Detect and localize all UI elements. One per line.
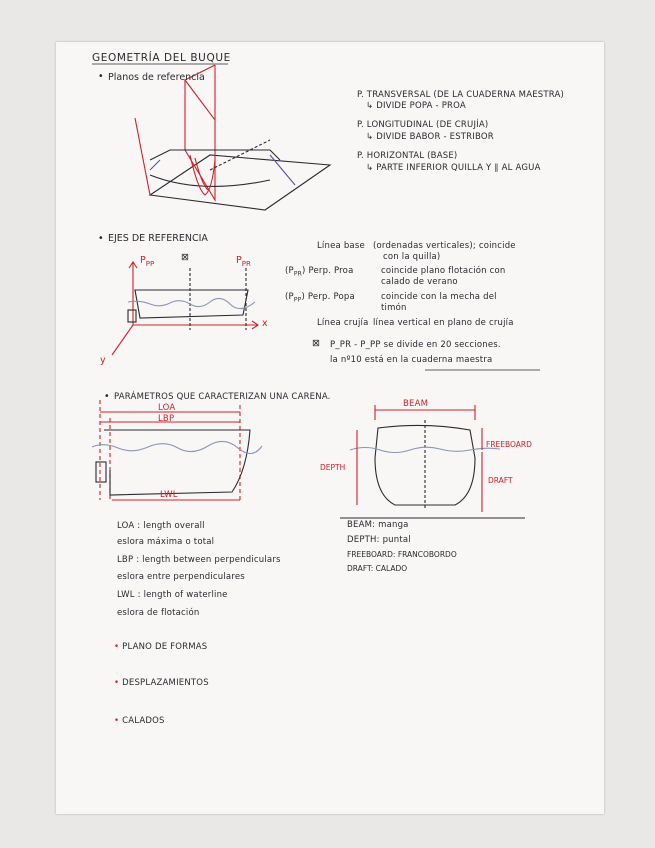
axis-def-desc: línea vertical en plano de crujía <box>373 318 514 328</box>
label-depth: DEPTH <box>320 463 346 472</box>
axis-def-desc: coincide con la mecha del <box>381 292 497 302</box>
section-bullet: • <box>98 71 104 82</box>
def-lbp-es: eslora entre perpendiculares <box>117 572 245 582</box>
note-line-1: P_PR - P_PP se divide en 20 secciones. <box>330 340 501 350</box>
section-planos-label: Planos de referencia <box>108 72 205 83</box>
def-freeboard: FREEBOARD: FRANCOBORDO <box>347 550 457 559</box>
def-beam: BEAM: manga <box>347 520 409 530</box>
label-beam: BEAM <box>403 399 429 409</box>
axis-def-desc: con la quilla) <box>383 252 441 262</box>
axis-def-term: $(P_{PP})$ Perp. Popa <box>285 292 355 304</box>
plane-horizontal-desc: ↳ PARTE INFERIOR QUILLA Y ∥ AL AGUA <box>366 163 541 173</box>
axis-def-desc: (ordenadas verticales); coincide <box>373 241 516 251</box>
note-line-2: la nº10 está en la cuaderna maestra <box>330 355 493 365</box>
profile-diagram <box>92 400 262 500</box>
axis-def-desc: timón <box>381 303 407 313</box>
reference-planes-diagram <box>135 65 330 210</box>
note-icon: ⊠ <box>312 338 320 349</box>
def-loa-es: eslora máxima o total <box>117 537 215 547</box>
section-desplazamientos: • DESPLAZAMIENTOS <box>114 678 209 688</box>
axis-def-desc: calado de verano <box>381 277 458 287</box>
plane-longitudinal: P. LONGITUDINAL (DE CRUJÍA) <box>357 120 489 130</box>
def-lwl: LWL : length of waterline <box>117 590 228 600</box>
plane-transversal-desc: ↳ DIVIDE POPA - PROA <box>366 101 466 111</box>
plane-horizontal: P. HORIZONTAL (BASE) <box>357 151 458 161</box>
axis-label-y: y <box>100 355 106 366</box>
axis-label-x: x <box>262 318 268 329</box>
section-calados: • CALADOS <box>114 716 165 726</box>
label-freeboard: FREEBOARD <box>486 440 532 449</box>
axis-def-term: $(P_{PR})$ Perp. Proa <box>285 266 354 278</box>
label-lwl: LWL <box>160 490 178 500</box>
plane-transversal: P. TRANSVERSAL (DE LA CUADERNA MAESTRA) <box>357 90 565 100</box>
axis-label-ppr: $P_{PR}$ <box>236 255 251 268</box>
label-loa: LOA <box>158 403 176 413</box>
def-draft: DRAFT: CALADO <box>347 564 408 573</box>
section-ejes-label: EJES DE REFERENCIA <box>108 233 208 244</box>
def-lbp: LBP : length between perpendiculars <box>117 555 281 565</box>
axis-label-ppp: $P_{PP}$ <box>140 255 155 268</box>
def-lwl-es: eslora de flotación <box>117 608 200 618</box>
def-depth: DEPTH: puntal <box>347 535 411 545</box>
plane-longitudinal-desc: ↳ DIVIDE BABOR - ESTRIBOR <box>366 132 494 142</box>
midship-icon: ⊠ <box>181 252 189 263</box>
axis-def-term: Línea crujía <box>317 318 369 328</box>
section-parametros-label: PARÁMETROS QUE CARACTERIZAN UNA CARENA. <box>114 392 331 402</box>
section-bullet: • <box>98 233 104 244</box>
section-plano-formas: • PLANO DE FORMAS <box>114 642 208 652</box>
label-draft: DRAFT <box>488 476 513 485</box>
label-lbp: LBP <box>158 414 175 424</box>
axis-def-desc: coincide plano flotación con <box>381 266 506 276</box>
axis-def-term: Línea base <box>317 241 365 251</box>
section-diagram <box>340 405 525 518</box>
page-title: GEOMETRÍA DEL BUQUE <box>92 52 231 64</box>
axes-diagram <box>112 262 258 355</box>
def-loa: LOA : length overall <box>117 521 205 531</box>
section-bullet: • <box>104 391 110 402</box>
